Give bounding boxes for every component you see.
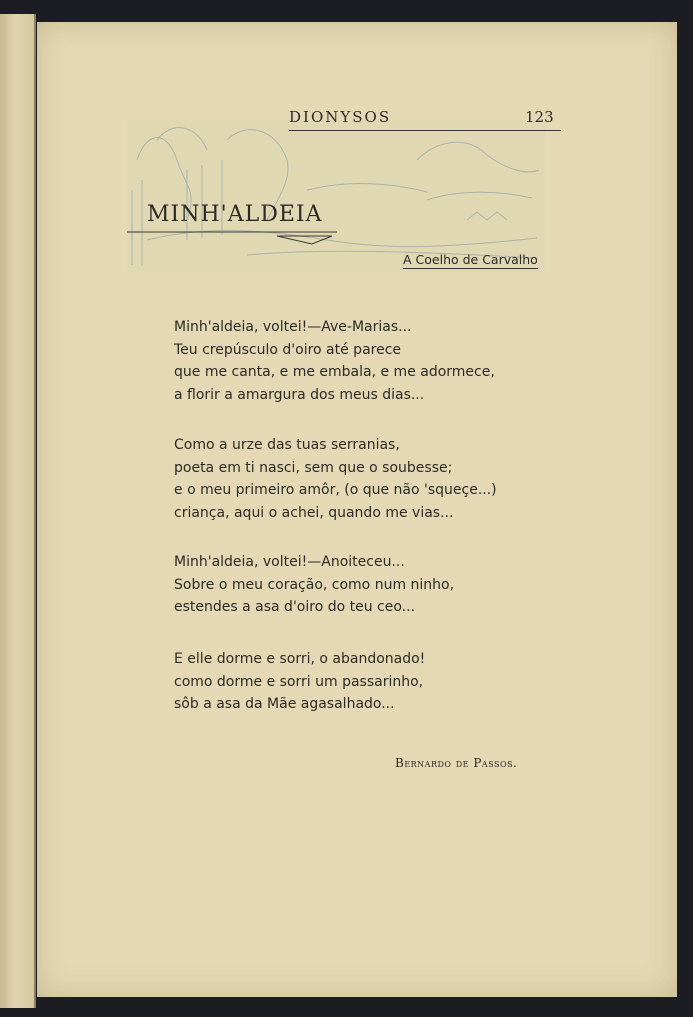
page-number: 123 xyxy=(525,108,554,126)
poem-line: E elle dorme e sorri, o abandonado! xyxy=(174,651,426,667)
poem-line: Sobre o meu coração, como num ninho, xyxy=(174,576,455,593)
stanza-2 xyxy=(174,434,497,524)
poem-line: poeta em ti nasci, sem que o soubesse; xyxy=(174,459,453,476)
poem-line: sôb a asa da Mãe agasalhado... xyxy=(174,696,395,712)
poem-line: criança, aqui o achei, quando me vias... xyxy=(174,504,454,521)
poem-line: Como a urze das tuas serranias, xyxy=(174,437,400,453)
poem-line: e o meu primeiro amôr, (o que não 'squeçe...) xyxy=(174,482,497,498)
stanza-1 xyxy=(174,316,495,406)
poem-line: estendes a asa d'oiro do teu ceo... xyxy=(174,599,416,615)
header-rule xyxy=(289,130,561,131)
stanza-3 xyxy=(174,551,454,619)
running-title: DIONYSOS xyxy=(289,108,392,126)
poem-line: Teu crepúsculo d'oiro até parece xyxy=(174,341,402,358)
landscape-vignette xyxy=(127,120,545,272)
poem-line: que me canta, e me embala, e me adormece, xyxy=(174,364,495,380)
author-signature: Bernardo de Passos. xyxy=(395,756,518,770)
stanza-4 xyxy=(174,648,425,716)
title-flourish xyxy=(127,230,337,246)
book-page xyxy=(37,22,677,997)
poem-line: Minh'aldeia, voltei!—Ave-Marias... xyxy=(174,319,412,335)
poem-line: como dorme e sorri um passarinho, xyxy=(174,673,424,690)
poem-line: Minh'aldeia, voltei!—Anoiteceu... xyxy=(174,554,405,570)
dedication: A Coelho de Carvalho xyxy=(403,252,538,267)
poem-line: a florir a amargura dos meus dias... xyxy=(174,386,425,403)
book-spine-edge xyxy=(0,14,36,1008)
poem-title: MINH'ALDEIA xyxy=(147,202,323,227)
